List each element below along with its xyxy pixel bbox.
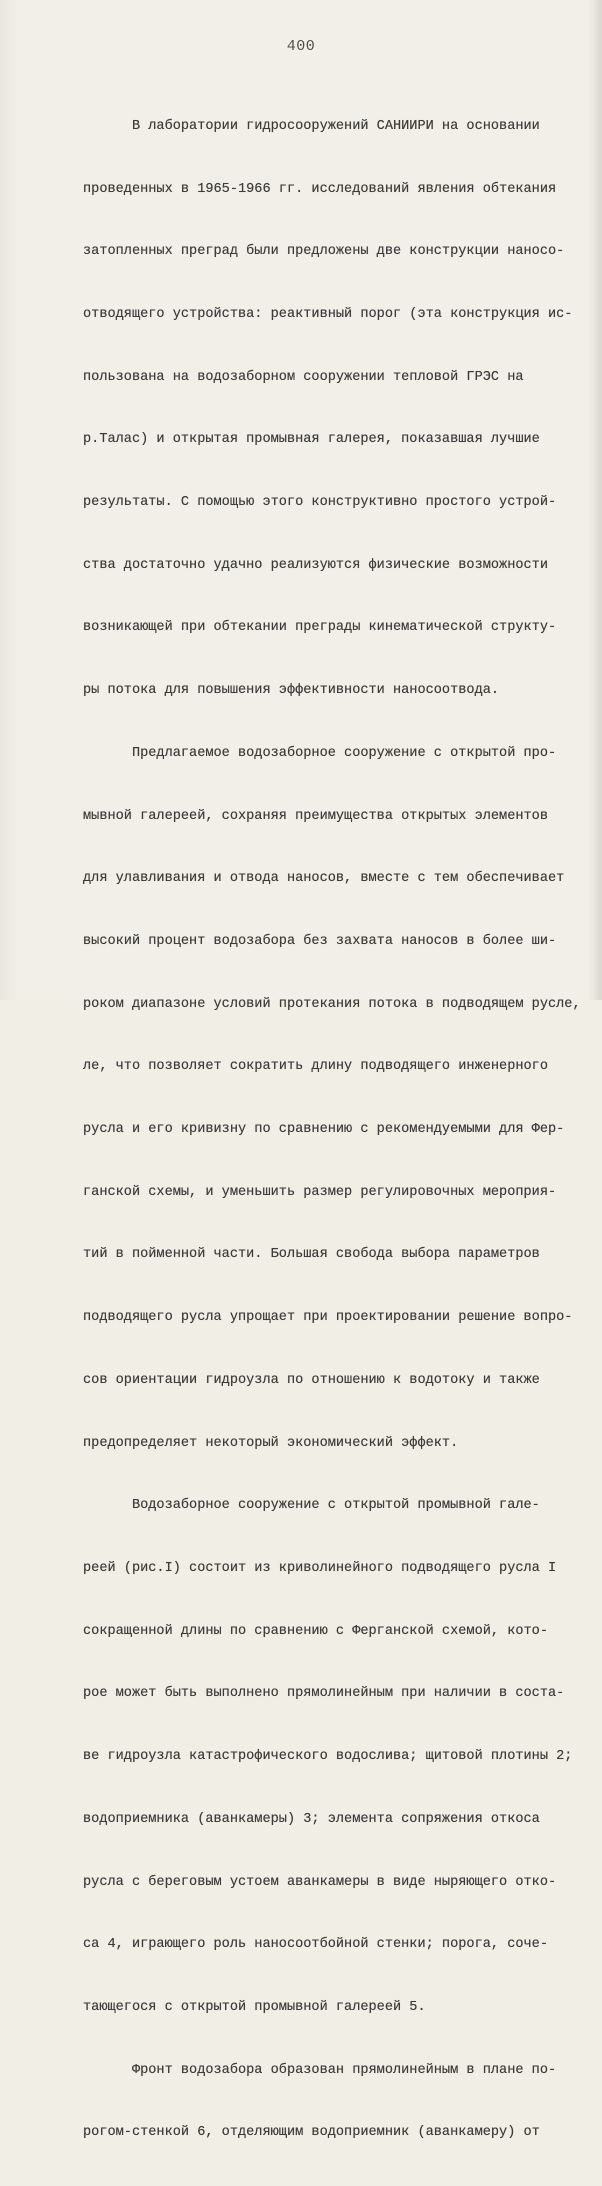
text-line: для улавливания и отвода наносов, вместе с тем обеспечивает	[83, 871, 565, 887]
text-line: русла с береговым устоем аванкамеры в виде ныряющего отко-	[83, 1874, 557, 1890]
text-line: тающегося с открытой промывной галереей 5.	[83, 1999, 426, 2015]
text-line: ства достаточно удачно реализуются физические возможности	[83, 557, 548, 573]
text-line: Предлагаемое водозаборное сооружение с открытой про-	[83, 745, 557, 761]
text-line: сокращенной длины по сравнению с Ферганской схемой, кото-	[83, 1623, 548, 1639]
text-line: высокий процент водозабора без захвата наносов в более ши-	[83, 933, 557, 949]
text-line: рое может быть выполнено прямолинейным при наличии в соста-	[83, 1686, 565, 1702]
text-line: Фронт водозабора образован прямолинейным в плане по-	[83, 2062, 557, 2078]
text-line: реей (рис.I) состоит из криволинейного подводящего русла I	[83, 1560, 557, 1576]
text-line: результаты. С помощью этого конструктивно простого устрой-	[83, 495, 557, 511]
text-line: р.Талас) и открытая промывная галерея, показавшая лучшие	[83, 432, 540, 448]
text-line: ве гидроузла катастрофического водослива; щитовой плотины 2;	[83, 1749, 573, 1765]
text-line: отводящего устройства: реактивный порог (эта конструкция ис-	[83, 306, 573, 322]
text-line: подводящего русла упрощает при проектировании решение вопро-	[83, 1310, 573, 1326]
text-line: ры потока для повышения эффективности наносоотвода.	[83, 683, 500, 699]
text-line: роком диапазоне условий протекания потока в подводящем русле,	[83, 996, 581, 1012]
text-line: мывной галереей, сохраняя преимущества открытых элементов	[83, 808, 548, 824]
text-line: рогом-стенкой 6, отделяющим водоприемник (аванкамеру) от	[83, 2125, 540, 2141]
page-number: 400	[286, 38, 316, 55]
text-line: русла и его кривизну по сравнению с рекомендуемыми для Фер-	[83, 1122, 565, 1138]
text-line: затопленных преград были предложены две конструкции наносо-	[83, 244, 565, 260]
text-line: предопределяет некоторый экономический эффект.	[83, 1435, 459, 1451]
text-line: ле, что позволяет сократить длину подводящего инженерного	[83, 1059, 548, 1075]
text-line: водоприемника (аванкамеры) 3; элемента сопряжения откоса	[83, 1811, 540, 1827]
text-line: проведенных в 1965-1966 гг. исследований явления обтекания	[83, 181, 557, 197]
text-line: ганской схемы, и уменьшить размер регулировочных мероприя-	[83, 1184, 557, 1200]
text-line: возникающей при обтекании преграды кинематической структу-	[83, 620, 557, 636]
text-line: В лаборатории гидросооружений САНИИРИ на основании	[83, 118, 540, 134]
text-line: тий в пойменной части. Большая свобода выбора параметров	[83, 1247, 540, 1263]
text-line: пользована на водозаборном сооружении тепловой ГРЭС на	[83, 369, 524, 385]
text-line: Водозаборное сооружение с открытой промывной гале-	[83, 1498, 540, 1514]
text-line: сов ориентации гидроузла по отношению к водотоку и также	[83, 1372, 540, 1388]
text-line: са 4, играющего роль наносоотбойной стенки; порога, соче-	[83, 1937, 548, 1953]
body-text	[83, 75, 581, 2186]
